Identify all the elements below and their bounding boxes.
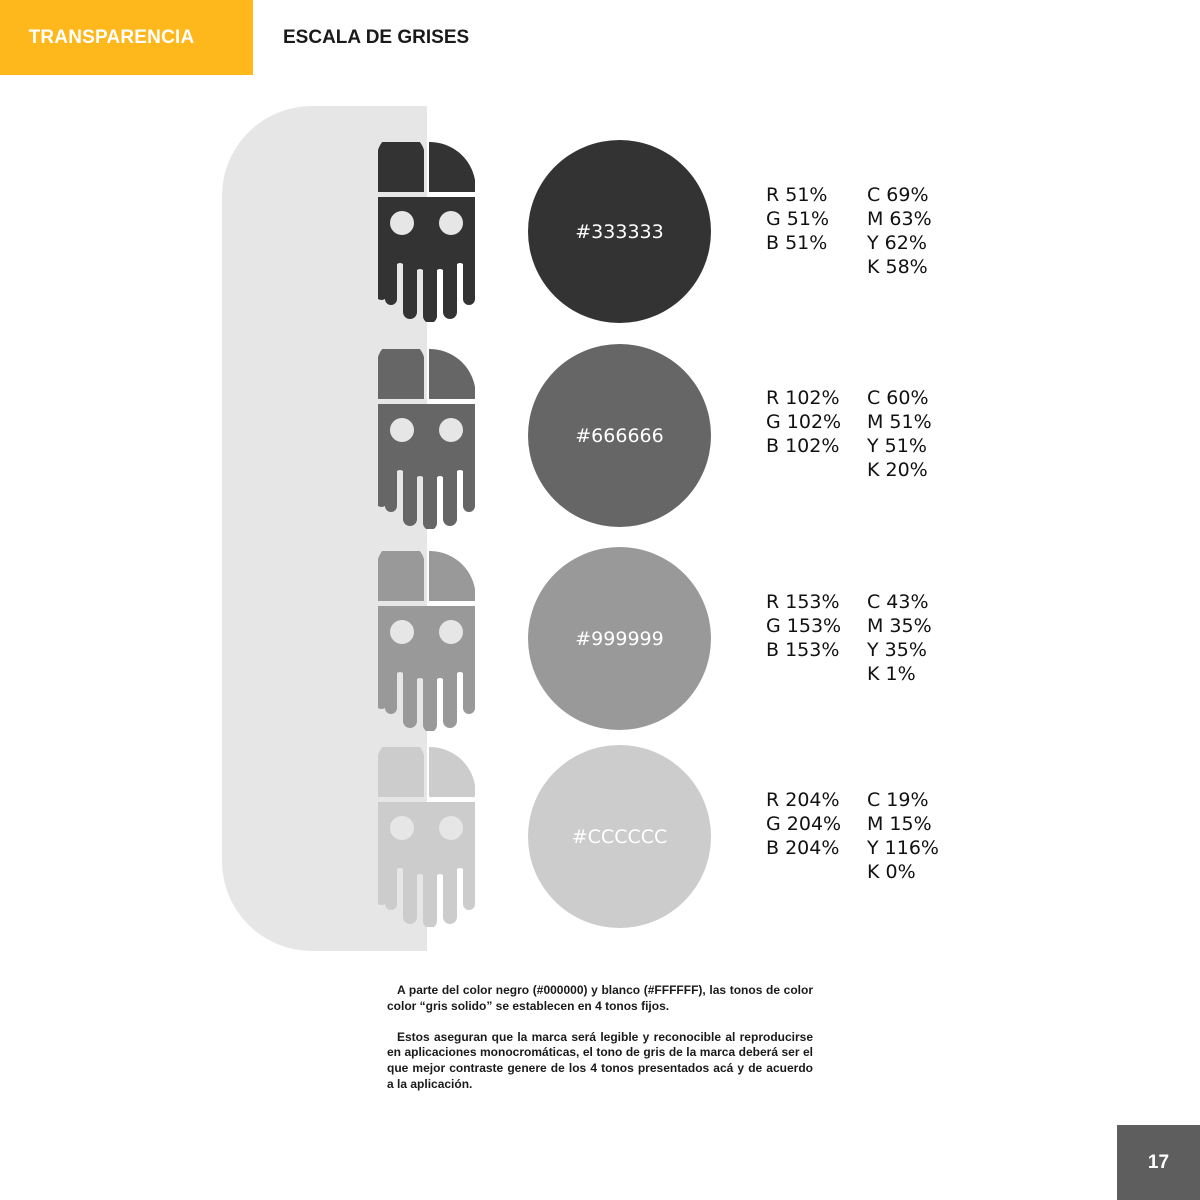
cmyk-values: C 19% M 15% Y 116% K 0% <box>867 789 939 883</box>
tab-escala-de-grises[interactable]: ESCALA DE GRISES <box>283 27 470 48</box>
tab-transparencia[interactable]: TRANSPARENCIA <box>0 0 253 75</box>
description-paragraph: Estos aseguran que la marca será legible y reconocible al reproducirse en aplicaciones monocromáticas, el tono de gris de la marca deberá ser el que mejor contraste genere de los 4 tonos presentados acá y de acuerdo a la aplicación. <box>387 1029 813 1091</box>
cmyk-values: C 69% M 63% Y 62% K 58% <box>867 184 932 278</box>
cmyk-values: C 43% M 35% Y 35% K 1% <box>867 591 932 685</box>
rgb-values: R 153% G 153% B 153% <box>766 591 842 661</box>
logo-icon <box>378 142 475 322</box>
description-paragraph: A parte del color negro (#000000) y blanco (#FFFFFF), las tonos de color color “gris solido” se establecen en 4 tonos fijos. <box>387 983 813 1013</box>
color-swatch: #333333 <box>528 140 711 323</box>
cmyk-values: C 60% M 51% Y 51% K 20% <box>867 387 932 481</box>
rgb-values: R 204% G 204% B 204% <box>766 789 842 859</box>
logo-icon <box>378 349 475 529</box>
color-swatch: #999999 <box>528 547 711 730</box>
rgb-values: R 102% G 102% B 102% <box>766 387 842 457</box>
page-number: 17 <box>1117 1125 1200 1200</box>
color-swatch: #CCCCCC <box>528 745 711 928</box>
rgb-values: R 51% G 51% B 51% <box>766 184 829 254</box>
color-swatch: #666666 <box>528 344 711 527</box>
logo-icon <box>378 747 475 927</box>
logo-icon <box>378 551 475 731</box>
description-text <box>387 983 813 1108</box>
